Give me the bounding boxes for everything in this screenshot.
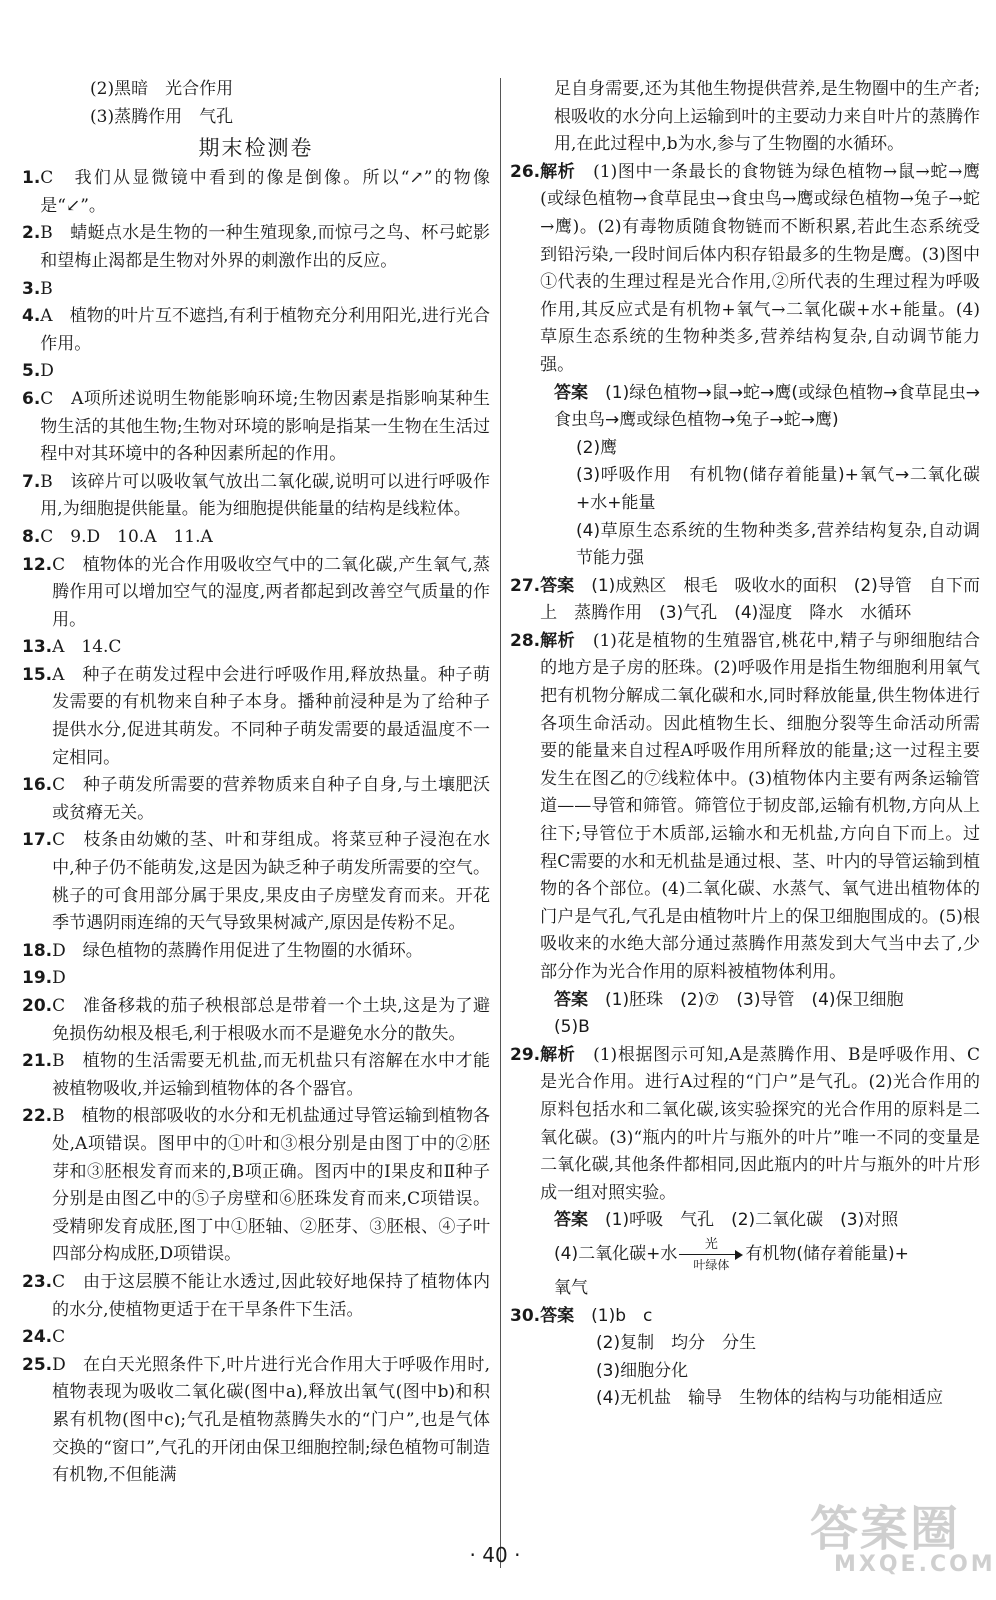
item-text: D 绿色植物的蒸腾作用促进了生物圈的水循环。 <box>52 940 423 961</box>
answer-text: (1)绿色植物→鼠→蛇→鹰(或绿色植物→食草昆虫→食虫鸟→鹰或绿色植物→兔子→蛇→鹰) <box>554 382 981 431</box>
answer-item-28 <box>510 628 980 987</box>
item-body <box>540 1042 980 1208</box>
item-text: C 枝条由幼嫩的茎、叶和芽组成。将菜豆种子浸泡在水中,种子仍不能萌发,这是因为缺乏种子萌发所需要的空气。桃子的可食用部分属于果皮,果皮由子房壁发育而来。开花季节遇阴雨连绵的天气导致果树减产,原因是传粉不足。 <box>52 830 490 934</box>
answer-26-line-1 <box>510 380 980 435</box>
item-number: 25. <box>22 1354 53 1375</box>
answer-item <box>22 662 490 772</box>
answer-26-line-2: (2)鹰 <box>576 437 618 458</box>
answer-item-26 <box>510 159 980 380</box>
answer-item <box>22 276 490 304</box>
page-number: · 40 · <box>469 1543 521 1567</box>
answer-item <box>22 1048 490 1103</box>
prev-answer-2: (2)黑暗 光合作用 <box>90 79 234 99</box>
answer-text: (1)呼吸 气孔 (2)二氧化碳 (3)对照 <box>605 1210 899 1231</box>
item-number: 7. <box>22 471 41 492</box>
answer-label: 答案 <box>540 1305 575 1326</box>
item-number: 22. <box>22 1106 53 1127</box>
answer-item-30 <box>510 1303 980 1331</box>
answer-item <box>22 552 490 635</box>
answer-label: 答案 <box>554 989 588 1010</box>
item-text: B 该碎片可以吸收氧气放出二氧化碳,说明可以进行呼吸作用,为细胞提供能量。能为细胞提供能量的结构是线粒体。 <box>40 471 490 520</box>
item-number: 5. <box>22 361 41 382</box>
answer-item <box>22 634 490 662</box>
answer-item <box>22 993 490 1048</box>
answer-28-line-1 <box>510 987 980 1015</box>
answer-item <box>22 358 490 386</box>
item-number: 29. <box>510 1044 541 1065</box>
analysis-text: (1)根据图示可知,A是蒸腾作用、B是呼吸作用、C是光合作用。进行A过程的“门户”是气孔。(2)光合作用的原料包括水和二氧化碳,该实验探究的光合作用的原料是二氧化碳。(3)“瓶内的叶片与瓶外的叶片”唯一不同的变量是二氧化碳,其他条件都相同,因此瓶内的叶片与瓶外的叶片形成一组对照实验。 <box>540 1044 981 1203</box>
answer-label: 答案 <box>540 575 575 596</box>
item-text: C 我们从显微镜中看到的像是倒像。所以“↗”的物像是“↙”。 <box>40 168 490 216</box>
watermark-text: 答案圈 <box>810 1501 961 1557</box>
equation-products: 有机物(储存着能量)+ <box>745 1244 909 1265</box>
right-column <box>510 76 980 1413</box>
answer-26-line-3: (3)呼吸作用 有机物(储存着能量)+氧气→二氧化碳+水+能量 <box>576 465 980 513</box>
answer-item <box>22 827 490 937</box>
answer-30-line-4: (4)无机盐 输导 生物体的结构与功能相适应 <box>596 1388 944 1409</box>
item-number: 6. <box>22 388 41 409</box>
answer-item-27 <box>510 573 980 628</box>
item-text: A 14.C <box>52 637 122 658</box>
item-number: 4. <box>22 306 41 327</box>
answer-item <box>22 165 490 220</box>
item-number: 24. <box>22 1327 53 1348</box>
answer-28-line-2: (5)B <box>554 1017 590 1038</box>
item-number: 12. <box>22 554 53 575</box>
item-text: D <box>52 968 66 989</box>
answer-item <box>22 1269 490 1324</box>
answer-item <box>22 1352 490 1490</box>
item-number: 16. <box>22 775 53 796</box>
answer-text: (1)成熟区 根毛 吸收水的面积 (2)导管 自下而上 蒸腾作用 (3)气孔 (4)湿度 降水 水循环 <box>540 575 980 624</box>
analysis-text: (1)花是植物的生殖器官,桃花中,精子与卵细胞结合的地方是子房的胚珠。(2)呼吸作用是指生物细胞利用氧气把有机物分解成二氧化碳和水,同时释放能量,供生物体进行各项生命活动。因此植物生长、细胞分裂等生命活动所需要的能量来自过程A呼吸作用所释放的能量;这一过程主要发生在图乙的⑦线粒体中。(3)植物体内主要有两条运输管道——导管和筛管。筛管位于韧皮部,运输有机物,方向从上往下;导管位于木质部,运输水和无机盐,方向自下而上。过程C需要的水和无机盐是通过根、茎、叶内的导管运输到植物的各个部位。(4)二氧化碳、水蒸气、氧气进出植物体的门户是气孔,气孔是由植物叶片上的保卫细胞围成的。(5)根吸收来的水绝大部分通过蒸腾作用蒸发到大气当中去了,少部分作为光合作用的原料被植物体利用。 <box>540 630 981 982</box>
item-body <box>540 573 980 628</box>
item-number: 18. <box>22 940 53 961</box>
watermark-logo <box>810 1490 996 1590</box>
item-text: C <box>52 1327 66 1348</box>
item-text: B 蜻蜓点水是生物的一种生殖现象,而惊弓之鸟、杯弓蛇影和望梅止渴都是生物对外界的刺激作出的反应。 <box>40 223 490 271</box>
item-text: B <box>40 278 53 299</box>
answer-label: 答案 <box>554 382 589 403</box>
item-number: 3. <box>22 278 41 299</box>
section-title: 期末检测卷 <box>198 136 314 161</box>
item-text: C 由于这层膜不能让水透过,因此较好地保持了植物体内的水分,使植物更适于在干旱条件下生活。 <box>52 1271 490 1320</box>
item-text: A 植物的叶片互不遮挡,有利于植物充分利用阳光,进行光合作用。 <box>40 306 490 354</box>
analysis-text: (1)图中一条最长的食物链为绿色植物→鼠→蛇→鹰(或绿色植物→食草昆虫→食虫鸟→鹰或绿色植物→兔子→蛇→鹰)。(2)有毒物质随食物链而不断积累,若此生态系统受到铅污染,一段时间后体内积存铅最多的生物是鹰。(3)图中①代表的生理过程是光合作用,②所代表的生理过程为呼吸作用,其反应式是有机物+氧气→二氧化碳+水+能量。(4)草原生态系统的生物种类多,营养结构复杂,自动调节能力强。 <box>540 161 981 375</box>
item-text: C 种子萌发所需要的营养物质来自种子自身,与土壤肥沃或贫瘠无关。 <box>52 775 490 823</box>
item-text: D <box>40 361 54 382</box>
item-number: 19. <box>22 968 53 989</box>
equation-reactants: (4)二氧化碳+水 <box>554 1244 678 1265</box>
answer-30-line-2: (2)复制 均分 分生 <box>596 1333 757 1354</box>
item-number: 17. <box>22 830 53 851</box>
item-number: 1. <box>22 168 41 189</box>
item-body <box>540 628 980 987</box>
equation-products-tail: 氧气 <box>554 1277 588 1298</box>
item-text: B 植物的生活需要无机盐,而无机盐只有溶解在水中才能被植物吸收,并运输到植物体的各个器官。 <box>52 1051 490 1099</box>
item-25-continued: 足自身需要,还为其他生物提供营养,是生物圈中的生产者;根吸收的水分向上运输到叶的主要动力来自叶片的蒸腾作用,在此过程中,b为水,参与了生物圈的水循环。 <box>554 79 980 155</box>
item-number: 15. <box>22 664 53 685</box>
answer-30-line-3: (3)细胞分化 <box>596 1360 689 1381</box>
item-number: 21. <box>22 1051 53 1072</box>
answer-item <box>22 524 490 552</box>
item-text: B 植物的根部吸收的水分和无机盐通过导管运输到植物各处,A项错误。图甲中的①叶和③根分别是由图丁中的②胚芽和③胚根发育而来的,B项正确。图丙中的Ⅰ果皮和Ⅱ种子分别是由图乙中的⑤子房壁和⑥胚珠发育而来,C项错误。受精卵发育成胚,图丁中①胚轴、②胚芽、③胚根、④子叶四部分构成胚,D项错误。 <box>52 1106 490 1265</box>
item-number: 2. <box>22 223 41 244</box>
answer-item <box>22 965 490 993</box>
item-text: C 9.D 10.A 11.A <box>40 526 213 547</box>
item-number: 26. <box>510 161 541 182</box>
answer-item <box>22 1324 490 1352</box>
arrow-line <box>679 1254 737 1256</box>
answer-text: (1)b c <box>591 1305 653 1326</box>
condition-chloroplast: 叶绿体 <box>693 1257 730 1272</box>
item-text: A 种子在萌发过程中会进行呼吸作用,释放热量。种子萌发需要的有机物来自种子本身。播种前浸种是为了给种子提供水分,促进其萌发。不同种子萌发需要的最适温度不一定相同。 <box>52 664 490 768</box>
answer-item-29 <box>510 1042 980 1208</box>
analysis-label: 解析 <box>540 161 576 182</box>
item-number: 13. <box>22 637 53 658</box>
answer-26-line-4: (4)草原生态系统的生物种类多,营养结构复杂,自动调节能力强 <box>576 520 980 569</box>
answer-item <box>22 303 490 358</box>
item-text: C 准备移栽的茄子秧根部总是带着一个土块,这是为了避免损伤幼根及根毛,利于根吸水而不是避免水分的散失。 <box>52 996 490 1044</box>
answer-item <box>22 1103 490 1269</box>
item-number: 27. <box>510 575 541 596</box>
watermark-url: MXQE.COM <box>834 1552 996 1577</box>
item-number: 23. <box>22 1271 53 1292</box>
item-number: 8. <box>22 526 41 547</box>
item-body <box>540 159 980 380</box>
prev-answer-3: (3)蒸腾作用 气孔 <box>90 106 234 127</box>
condition-light: 光 <box>704 1236 718 1252</box>
photosynthesis-equation <box>510 1235 980 1275</box>
reaction-arrow <box>679 1238 743 1272</box>
item-number: 30. <box>510 1305 541 1326</box>
answer-29-line-1 <box>510 1207 980 1235</box>
answer-item <box>22 469 490 524</box>
left-column <box>22 76 490 1490</box>
item-number: 20. <box>22 996 53 1016</box>
column-divider <box>500 78 501 1568</box>
answer-item <box>22 772 490 827</box>
item-text: C 植物体的光合作用吸收空气中的二氧化碳,产生氧气,蒸腾作用可以增加空气的湿度,两者都起到改善空气质量的作用。 <box>52 554 490 630</box>
answer-text: (1)胚珠 (2)⑦ (3)导管 (4)保卫细胞 <box>605 989 904 1010</box>
item-text: C A项所述说明生物能影响环境;生物因素是指影响某种生物生活的其他生物;生物对环境的影响是指某一生物在生活过程中对其环境中的各种因素所起的作用。 <box>40 388 490 465</box>
answer-label: 答案 <box>554 1210 588 1231</box>
item-text: D 在白天光照条件下,叶片进行光合作用大于呼吸作用时,植物表现为吸收二氧化碳(图中a),释放出氧气(图中b)和积累有机物(图中c);气孔是植物蒸腾失水的“门户”,也是气体交换的“窗口”,气孔的开闭由保卫细胞控制;绿色植物可制造有机物,不但能满 <box>52 1354 490 1486</box>
answer-item <box>22 938 490 966</box>
answer-item <box>22 220 490 275</box>
analysis-label: 解析 <box>540 1044 576 1065</box>
item-number: 28. <box>510 630 541 651</box>
analysis-label: 解析 <box>540 630 576 651</box>
item-body <box>540 1303 980 1331</box>
answer-item <box>22 386 490 469</box>
